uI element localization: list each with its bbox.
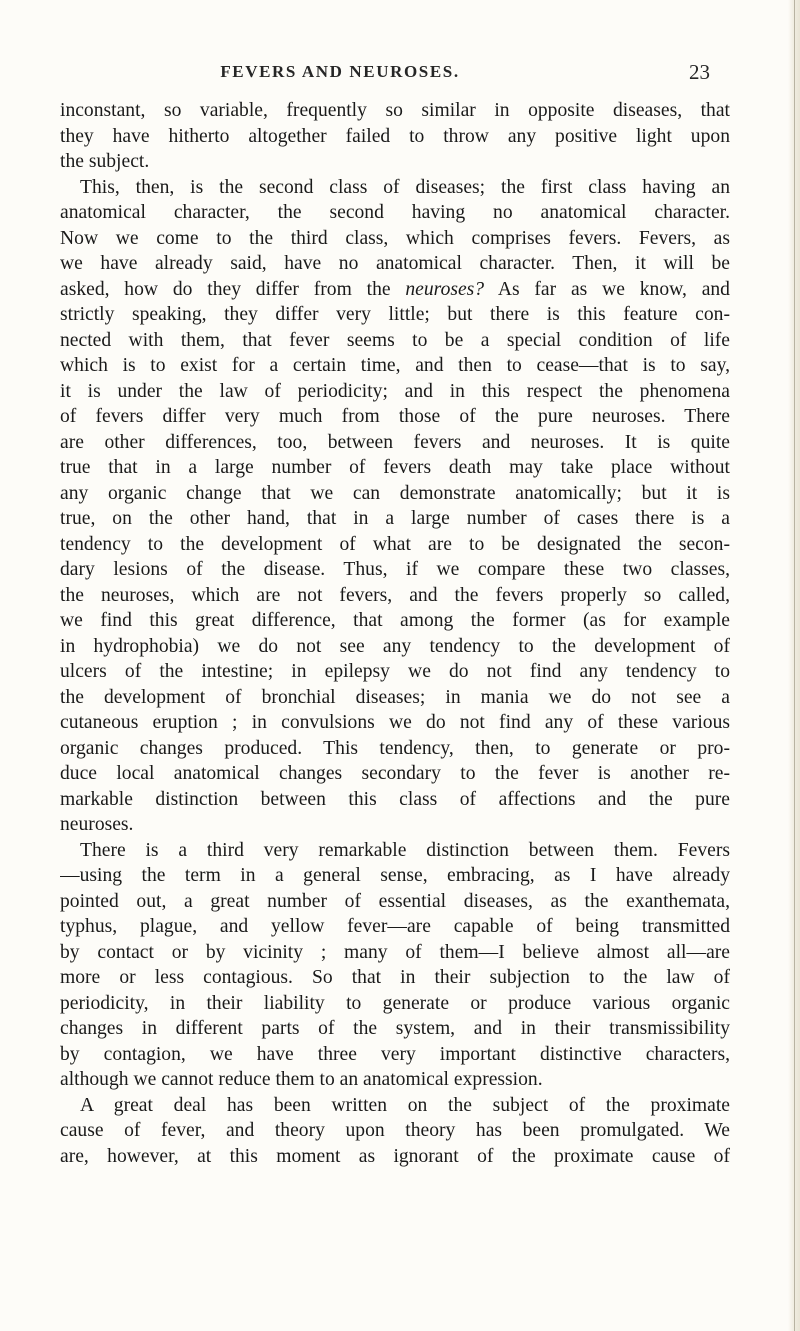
text-line: inconstant, so variable, frequently so similar in opposite diseases, that (60, 100, 730, 121)
text-line: in hydrophobia) we do not see any tendency to the development of (60, 635, 730, 657)
text-line: —using the term in a general sense, embracing, as I have already (60, 865, 730, 886)
text-line: organic changes produced. This tendency, then, to generate or pro- (60, 737, 730, 759)
text-line: by contagion, we have three very important distinctive characters, (60, 1043, 730, 1065)
text-line: There is a third very remarkable distinction between them. Fevers (80, 839, 730, 861)
running-head: FEVERS AND NEUROSES. (220, 62, 460, 81)
text-line: periodicity, in their liability to generate or produce various organic (60, 992, 730, 1014)
text-line: although we cannot reduce them to an anatomical expression. (60, 1069, 543, 1090)
emphasized-term: neuroses? (405, 278, 485, 300)
text-line: typhus, plague, and yellow fever—are capable of being transmitted (60, 916, 730, 937)
body-text (60, 98, 730, 1169)
text-line: markable distinction between this class of affections and the pure (60, 788, 730, 810)
text-line: nected with them, that fever seems to be a special condition of life (60, 329, 730, 351)
text-line: anatomical character, the second having no anatomical character. (60, 202, 730, 223)
text-line: pointed out, a great number of essential diseases, as the exanthemata, (60, 890, 730, 912)
text-line: it is under the law of periodicity; and in this respect the phenomena (60, 380, 730, 402)
text-line: any organic change that we can demonstrate anatomically; but it is (60, 482, 730, 504)
text-line: duce local anatomical changes secondary to the fever is another re- (60, 763, 730, 784)
text-line: cause of fever, and theory upon theory has been promulgated. We (60, 1120, 730, 1141)
text-line: the development of bronchial diseases; in mania we do not see a (60, 686, 730, 708)
text-line: we find this great difference, that among the former (as for example (60, 610, 730, 631)
text-line: cutaneous eruption ; in convulsions we do not find any of these various (60, 712, 730, 733)
page-edge-line (794, 0, 795, 1331)
page-number: 23 (689, 60, 710, 84)
text-line: are other differences, too, between fevers and neuroses. It is quite (60, 431, 730, 453)
text-line: of fevers differ very much from those of the pure neuroses. There (60, 406, 730, 427)
text-line: strictly speaking, they differ very little; but there is this feature con- (60, 304, 730, 325)
text-line: the subject. (60, 151, 150, 172)
text-line: which is to exist for a certain time, and then to cease—that is to say, (60, 355, 730, 376)
text-line: A great deal has been written on the subject of the proximate (80, 1094, 730, 1116)
page-header (150, 60, 710, 84)
text-line: neuroses. (60, 814, 134, 835)
text-line: Now we come to the third class, which comprises fevers. Fevers, as (60, 227, 730, 249)
text-line: we have already said, have no anatomical character. Then, it will be (60, 253, 730, 274)
text-line: by contact or by vicinity ; many of them—I believe almost all—are (60, 941, 730, 963)
text-line: are, however, at this moment as ignorant of the proximate cause of (60, 1145, 730, 1167)
text-line: ulcers of the intestine; in epilepsy we do not find any tendency to (60, 661, 730, 682)
text-line: the neuroses, which are not fevers, and the fevers properly so called, (60, 584, 730, 606)
text-line: true, on the other hand, that in a large number of cases there is a (60, 508, 730, 529)
text-line: This, then, is the second class of diseases; the first class having an (80, 176, 730, 198)
text-line: true that in a large number of fevers death may take place without (60, 457, 730, 478)
text-line: more or less contagious. So that in their subjection to the law of (60, 967, 730, 988)
text-line: asked, how do they differ from the neuroses? As far as we know, and (60, 278, 730, 300)
text-line: changes in different parts of the system, and in their transmissibility (60, 1018, 730, 1039)
text-line: they have hitherto altogether failed to throw any positive light upon (60, 125, 730, 147)
text-line: dary lesions of the disease. Thus, if we compare these two classes, (60, 559, 730, 580)
text-line: tendency to the development of what are to be designated the secon- (60, 533, 730, 555)
